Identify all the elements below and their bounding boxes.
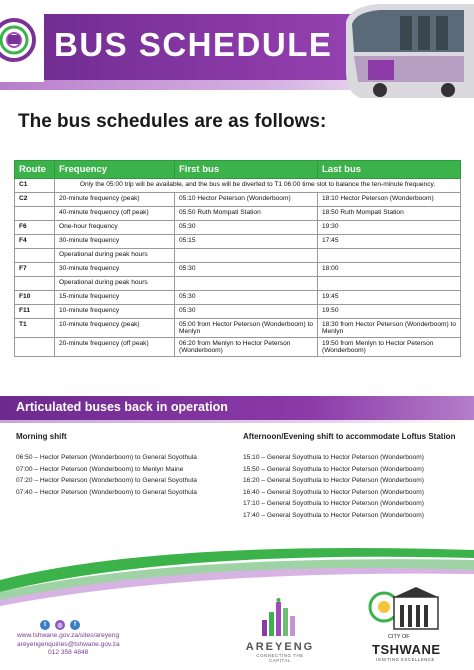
morning-shift-list xyxy=(16,452,197,498)
frequency-cell: 15-minute frequency xyxy=(55,291,175,305)
first-bus-cell: 05:00 from Hector Peterson (Wonderboom) to Menlyn xyxy=(175,319,318,338)
afternoon-shift-list xyxy=(243,452,424,522)
frequency-cell: One-hour frequency xyxy=(55,221,175,235)
note-cell: Only the 05:00 trip will be available, and the bus will be diverted to T1 06:00 time slot to balance the ten-minute frequency. xyxy=(55,179,461,193)
last-bus-cell: 19:45 xyxy=(318,291,461,305)
table-row xyxy=(15,305,461,319)
first-bus-cell xyxy=(175,277,318,291)
social-icons xyxy=(40,620,80,630)
list-item: 15:10 – General Soyothula to Hector Peterson (Wonderboom) xyxy=(243,454,424,461)
list-item: 06:50 – Hector Peterson (Wonderboom) to General Soyothula xyxy=(16,454,197,461)
table-row xyxy=(15,338,461,357)
last-bus-cell: 17:45 xyxy=(318,235,461,249)
table-header-row xyxy=(15,161,461,179)
frequency-cell: 10-minute frequency xyxy=(55,305,175,319)
frequency-cell: 30-minute frequency xyxy=(55,235,175,249)
articulated-section-title: Articulated buses back in operation xyxy=(16,400,228,414)
articulated-section-accent xyxy=(0,420,474,423)
last-bus-cell: 19:50 xyxy=(318,305,461,319)
table-row xyxy=(15,249,461,263)
first-bus-cell: 05:30 xyxy=(175,305,318,319)
intro-heading: The bus schedules are as follows: xyxy=(18,111,327,132)
column-header-route: Route xyxy=(15,161,55,179)
areyeng-wordmark: AREYENG xyxy=(245,641,315,653)
route-cell: F4 xyxy=(15,235,55,249)
phone-number: 012 358 4848 xyxy=(48,649,89,657)
areyeng-bars-icon xyxy=(260,598,300,636)
last-bus-cell: 19:30 xyxy=(318,221,461,235)
route-cell xyxy=(15,249,55,263)
list-item: 07:20 – Hector Peterson (Wonderboom) to General Soyothula xyxy=(16,477,197,485)
table-row xyxy=(15,193,461,207)
table-row xyxy=(15,179,461,193)
table-row xyxy=(15,263,461,277)
route-cell xyxy=(15,207,55,221)
afternoon-shift-title: Afternoon/Evening shift to accommodate Loftus Station xyxy=(243,432,456,441)
city-of-label: CITY OF xyxy=(388,634,410,640)
website-link[interactable]: www.tshwane.gov.za/sites/areyeng xyxy=(17,632,120,639)
route-cell: C1 xyxy=(15,179,55,193)
areyeng-corner-logo xyxy=(0,0,44,82)
first-bus-cell: 06:20 from Menlyn to Hector Peterson (Wonderboom) xyxy=(175,338,318,357)
list-item: 07:00 – Hector Peterson (Wonderboom) to Menlyn Maine xyxy=(16,465,184,473)
last-bus-cell: 18:00 xyxy=(318,263,461,277)
table-row xyxy=(15,319,461,338)
morning-shift-title: Morning shift xyxy=(16,432,67,441)
table-row xyxy=(15,277,461,291)
list-item: 16:20 – General Soyothula to Hector Peterson (Wonderboom) xyxy=(243,477,424,485)
last-bus-cell xyxy=(318,277,461,291)
schedule-table xyxy=(14,160,461,357)
areyeng-logo xyxy=(245,598,315,663)
route-cell: C2 xyxy=(15,193,55,207)
frequency-cell: Operational during peak hours xyxy=(55,249,175,263)
list-item: 07:40 – Hector Peterson (Wonderboom) to General Soyothula xyxy=(16,488,197,496)
route-cell xyxy=(15,277,55,291)
first-bus-cell: 05:50 Ruth Mompati Station xyxy=(175,207,318,221)
table-row xyxy=(15,221,461,235)
frequency-cell: 30-minute frequency xyxy=(55,263,175,277)
email-link[interactable]: areyengenquiries@tshwane.gov.za xyxy=(17,640,120,648)
last-bus-cell: 18:30 from Hector Peterson (Wonderboom) to Menlyn xyxy=(318,319,461,338)
bus-photo-icon xyxy=(340,2,474,98)
frequency-cell: 10-minute frequency (peak) xyxy=(55,319,175,338)
route-cell: F10 xyxy=(15,291,55,305)
last-bus-cell: 18:10 Hector Peterson (Wonderboom) xyxy=(318,193,461,207)
circular-logo-icon xyxy=(0,10,38,70)
page-title: BUS SCHEDULE xyxy=(54,26,333,63)
last-bus-cell: 19:50 from Menlyn to Hector Peterson (Wonderboom) xyxy=(318,338,461,357)
table-row xyxy=(15,235,461,249)
table-row xyxy=(15,291,461,305)
route-cell: F7 xyxy=(15,263,55,277)
list-item: 17:40 – General Soyothula to Hector Peterson (Wonderboom) xyxy=(243,511,424,519)
column-header-first-bus: First bus xyxy=(175,161,318,179)
tshwane-tagline: IGNITING EXCELLENCE xyxy=(376,657,435,662)
twitter-icon[interactable]: t xyxy=(40,620,50,630)
route-cell: T1 xyxy=(15,319,55,338)
list-item: 17:10 – General Soyothula to Hector Peterson (Wonderboom) xyxy=(243,500,424,508)
instagram-icon[interactable]: ◎ xyxy=(55,620,65,630)
last-bus-cell: 18:50 Ruth Mompati Station xyxy=(318,207,461,221)
first-bus-cell: 05:10 Hector Peterson (Wonderboom) xyxy=(175,193,318,207)
tshwane-wordmark: TSHWANE xyxy=(372,642,441,657)
route-cell xyxy=(15,338,55,357)
list-item: 15:50 – General Soyothula to Hector Peterson (Wonderboom) xyxy=(243,465,424,473)
frequency-cell: 40-minute frequency (off peak) xyxy=(55,207,175,221)
frequency-cell: 20-minute frequency (off peak) xyxy=(55,338,175,357)
first-bus-cell: 05:30 xyxy=(175,263,318,277)
first-bus-cell xyxy=(175,249,318,263)
route-cell: F11 xyxy=(15,305,55,319)
first-bus-cell: 05:15 xyxy=(175,235,318,249)
header-banner xyxy=(0,0,474,98)
table-row xyxy=(15,207,461,221)
first-bus-cell: 05:30 xyxy=(175,291,318,305)
route-cell: F6 xyxy=(15,221,55,235)
areyeng-tagline: CONNECTING THE CAPITAL xyxy=(256,653,304,663)
list-item: 16:40 – General Soyothula to Hector Peterson (Wonderboom) xyxy=(243,488,424,496)
first-bus-cell: 05:30 xyxy=(175,221,318,235)
frequency-cell: Operational during peak hours xyxy=(55,277,175,291)
last-bus-cell xyxy=(318,249,461,263)
column-header-last-bus: Last bus xyxy=(318,161,461,179)
frequency-cell: 20-minute frequency (peak) xyxy=(55,193,175,207)
footer-contacts xyxy=(17,632,120,658)
facebook-icon[interactable]: f xyxy=(70,620,80,630)
column-header-frequency: Frequency xyxy=(55,161,175,179)
